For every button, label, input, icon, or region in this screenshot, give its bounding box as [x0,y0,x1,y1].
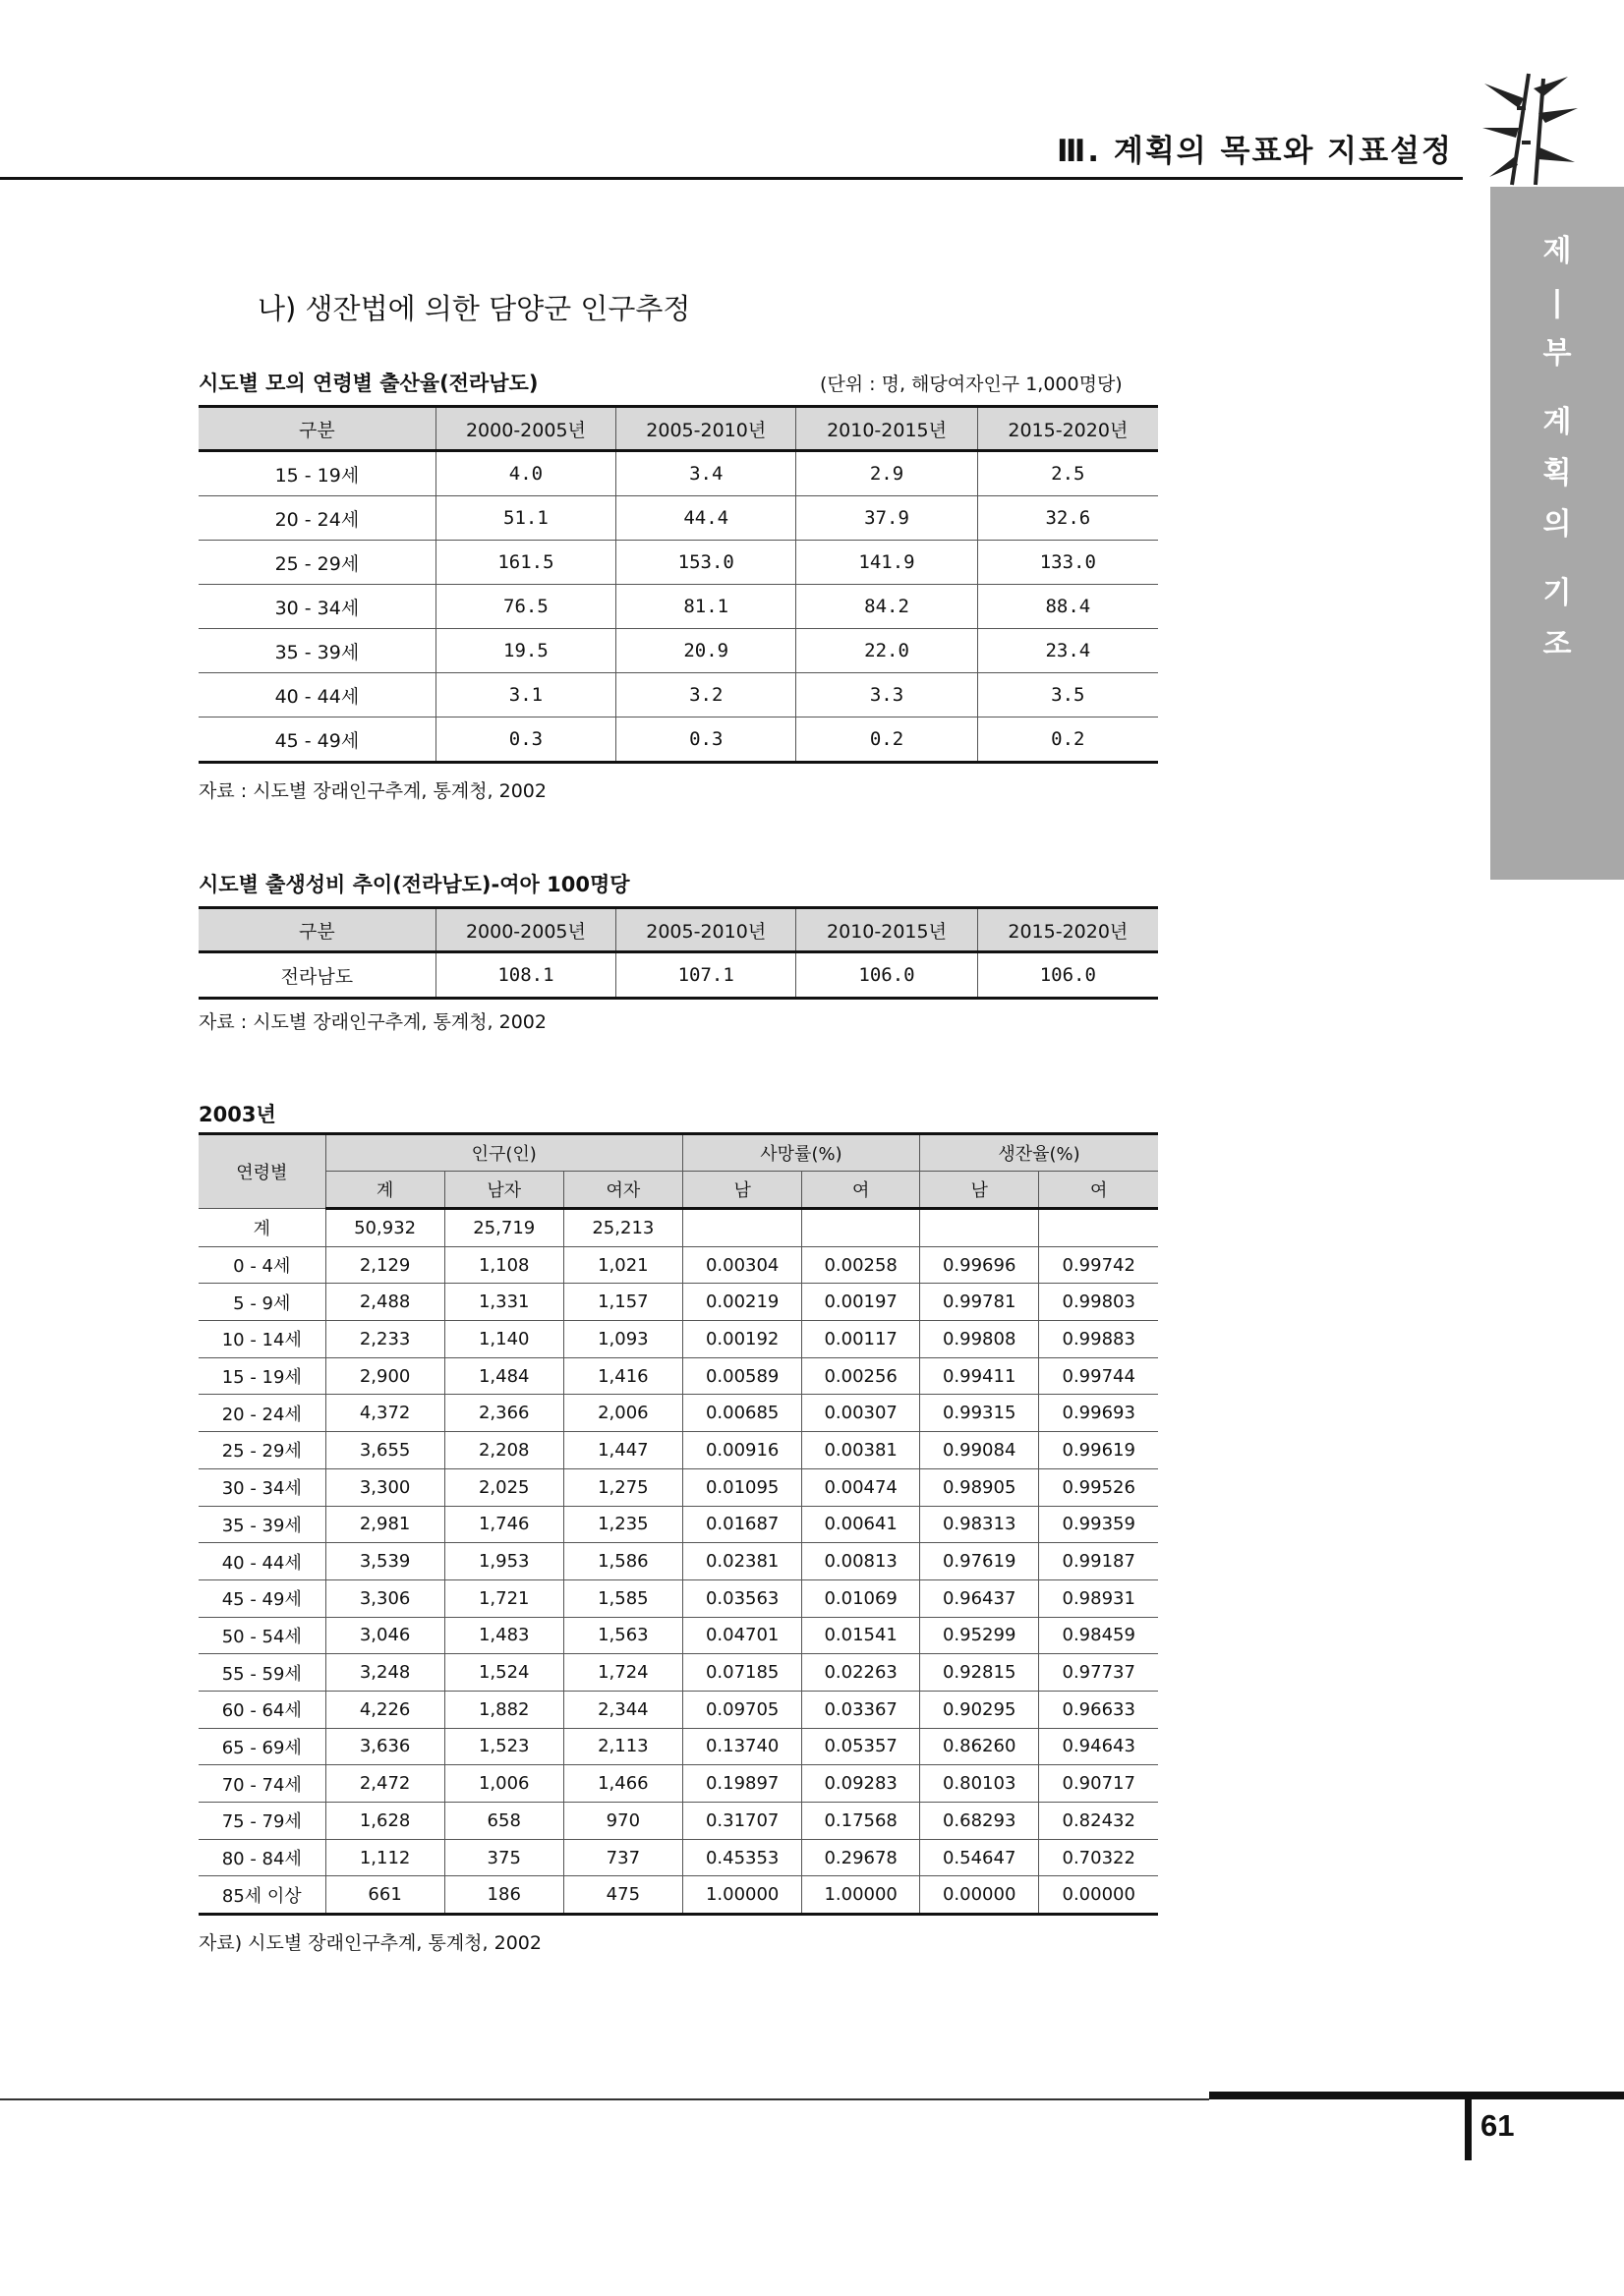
sub-header: 남 [682,1172,801,1209]
table-cell: 0.2 [977,718,1158,763]
table-cell: 2,025 [444,1468,563,1506]
header-survival-rate: 생잔율(%) [919,1134,1158,1172]
table-row [199,585,1158,629]
table-cell: 3.5 [977,673,1158,718]
footer-rule-thick [1209,2092,1624,2099]
side-tab-char: 획 [1542,456,1572,490]
table-cell: 2,129 [325,1246,444,1284]
table-cell: 0.54647 [919,1839,1038,1876]
table-cell: 1,466 [563,1765,682,1803]
table-cell: 0.00000 [919,1876,1038,1915]
table-cell: 32.6 [977,496,1158,541]
table-cell: 1,108 [444,1246,563,1284]
table-cell: 50,932 [325,1209,444,1247]
table-cell: 3,539 [325,1543,444,1580]
table-cell: 2,900 [325,1357,444,1395]
table-cell: 0.90717 [1039,1765,1158,1803]
table-cell: 0.99359 [1039,1506,1158,1543]
table-cell: 0.45353 [682,1839,801,1876]
table-cell: 1,235 [563,1506,682,1543]
table-row [199,1246,1158,1284]
column-header: 2005-2010년 [616,407,796,451]
table-cell [919,1209,1038,1247]
side-tab-char: 기 [1542,576,1572,610]
table-cell: 85세 이상 [199,1876,325,1915]
table-row [199,1654,1158,1692]
table-cell: 80 - 84세 [199,1839,325,1876]
table3-caption: 2003년 [199,1103,276,1126]
table-row [199,1728,1158,1765]
header-rule [0,177,1463,180]
table-cell: 0.19897 [682,1765,801,1803]
table-row [199,629,1158,673]
table-cell: 0.86260 [919,1728,1038,1765]
table-cell: 1,416 [563,1357,682,1395]
table-cell: 133.0 [977,541,1158,585]
table-cell: 0.31707 [682,1803,801,1840]
page-number: 61 [1480,2108,1515,2143]
table-cell: 37.9 [796,496,977,541]
table-cell: 0.00589 [682,1357,801,1395]
table-cell: 1,563 [563,1617,682,1654]
table-cell: 1,721 [444,1579,563,1617]
table-cell: 661 [325,1876,444,1915]
table-cell: 0.2 [796,718,977,763]
table-cell: 75 - 79세 [199,1803,325,1840]
table-cell: 2,208 [444,1432,563,1469]
table-cell: 0.99742 [1039,1246,1158,1284]
table-row [199,1209,1158,1247]
table1-unit-note: (단위 : 명, 해당여자인구 1,000명당) [820,373,1123,395]
bamboo-icon [1475,69,1583,187]
fertility-rate-table [199,405,1158,764]
table-cell: 0.97619 [919,1543,1038,1580]
table-cell: 35 - 39세 [199,629,435,673]
table-row [199,496,1158,541]
table-cell: 0.00117 [802,1321,920,1358]
table-row [199,1395,1158,1432]
table-row [199,952,1158,999]
table2-source: 자료 : 시도별 장래인구추계, 통계청, 2002 [199,1011,547,1033]
table-cell: 970 [563,1803,682,1840]
table-cell: 20 - 24세 [199,1395,325,1432]
table-cell: 81.1 [616,585,796,629]
table-cell: 106.0 [796,952,977,999]
table-row [199,673,1158,718]
table-cell: 475 [563,1876,682,1915]
table3-source: 자료) 시도별 장래인구추계, 통계청, 2002 [199,1932,542,1954]
table-cell: 1.00000 [682,1876,801,1915]
table-cell: 1.00000 [802,1876,920,1915]
table-row [199,1617,1158,1654]
table-cell: 0.09705 [682,1691,801,1728]
table-cell: 45 - 49세 [199,718,435,763]
table-cell: 0.99808 [919,1321,1038,1358]
table-cell: 1,447 [563,1432,682,1469]
table-cell: 0.17568 [802,1803,920,1840]
table-cell: 50 - 54세 [199,1617,325,1654]
section-heading: 나) 생잔법에 의한 담양군 인구추정 [258,292,691,325]
table-cell: 0.98459 [1039,1617,1158,1654]
table-cell: 1,586 [563,1543,682,1580]
table-cell: 30 - 34세 [199,1468,325,1506]
table-cell: 0.80103 [919,1765,1038,1803]
side-tab-char [1490,379,1624,397]
table-cell: 0.00192 [682,1321,801,1358]
table-cell: 0.99411 [919,1357,1038,1395]
table-cell: 0.68293 [919,1803,1038,1840]
table-cell: 35 - 39세 [199,1506,325,1543]
table-cell: 25,213 [563,1209,682,1247]
table-cell: 0.94643 [1039,1728,1158,1765]
table-cell: 70 - 74세 [199,1765,325,1803]
table-cell: 40 - 44세 [199,673,435,718]
table-cell: 60 - 64세 [199,1691,325,1728]
table-row [199,1321,1158,1358]
table-cell: 1,724 [563,1654,682,1692]
table-cell: 0.97737 [1039,1654,1158,1692]
table-cell: 2,344 [563,1691,682,1728]
side-tab-char: 조 [1542,627,1572,661]
table-row [199,1284,1158,1321]
sub-header: 남 [919,1172,1038,1209]
sub-header: 여 [802,1172,920,1209]
sex-ratio-table [199,906,1158,1000]
table-cell: 1,331 [444,1284,563,1321]
table-cell: 3,300 [325,1468,444,1506]
table-cell: 0.96633 [1039,1691,1158,1728]
table-cell: 0.99619 [1039,1432,1158,1469]
table-cell: 3,306 [325,1579,444,1617]
column-header: 2010-2015년 [796,908,977,952]
table-cell: 3.4 [616,451,796,496]
column-header: 구분 [199,908,435,952]
column-header: 2000-2005년 [435,908,615,952]
header-title: Ⅲ. 계획의 목표와 지표설정 [1057,134,1453,169]
sub-header: 남자 [444,1172,563,1209]
table-cell: 51.1 [435,496,615,541]
table-row [199,1357,1158,1395]
table-cell: 0.92815 [919,1654,1038,1692]
table-cell: 1,112 [325,1839,444,1876]
table-cell: 전라남도 [199,952,435,999]
side-tab-char: 의 [1542,507,1572,542]
table-cell: 0.03367 [802,1691,920,1728]
table-cell: 19.5 [435,629,615,673]
footer-rule [0,2098,1209,2100]
table-cell: 0.99803 [1039,1284,1158,1321]
table-cell: 0.03563 [682,1579,801,1617]
table-cell: 4,226 [325,1691,444,1728]
header-death-rate: 사망률(%) [682,1134,919,1172]
table-cell: 1,585 [563,1579,682,1617]
table-cell: 1,484 [444,1357,563,1395]
table-cell: 2,981 [325,1506,444,1543]
table-cell: 0.82432 [1039,1803,1158,1840]
table-cell: 1,140 [444,1321,563,1358]
table-cell: 3,248 [325,1654,444,1692]
table-cell: 1,746 [444,1506,563,1543]
table-cell: 0.95299 [919,1617,1038,1654]
table-cell: 0.00304 [682,1246,801,1284]
table-cell [1039,1209,1158,1247]
table-cell: 2,488 [325,1284,444,1321]
table-cell: 161.5 [435,541,615,585]
table-cell: 1,275 [563,1468,682,1506]
table-cell: 0.98931 [1039,1579,1158,1617]
side-tab-label [1490,226,1624,670]
table-cell: 153.0 [616,541,796,585]
table-cell: 0.70322 [1039,1839,1158,1876]
table-cell: 2.5 [977,451,1158,496]
table-row [199,1506,1158,1543]
table-cell: 658 [444,1803,563,1840]
table-cell: 76.5 [435,585,615,629]
table-cell: 23.4 [977,629,1158,673]
table-row [199,451,1158,496]
table-cell: 2,366 [444,1395,563,1432]
table-cell: 0.00381 [802,1432,920,1469]
table-cell: 0.00258 [802,1246,920,1284]
table2-caption: 시도별 출생성비 추이(전라남도)-여아 100명당 [199,873,630,896]
table-cell: 0.99315 [919,1395,1038,1432]
table-cell: 0.99781 [919,1284,1038,1321]
table-cell: 10 - 14세 [199,1321,325,1358]
table-cell: 0.96437 [919,1579,1038,1617]
table-cell: 0.90295 [919,1691,1038,1728]
table-cell: 108.1 [435,952,615,999]
table-cell: 0.01095 [682,1468,801,1506]
sub-header: 계 [325,1172,444,1209]
table-cell: 0.00256 [802,1357,920,1395]
table-cell: 0.00641 [802,1506,920,1543]
table-cell: 0 - 4세 [199,1246,325,1284]
table-cell: 0.00000 [1039,1876,1158,1915]
table-cell: 44.4 [616,496,796,541]
header-population: 인구(인) [325,1134,682,1172]
table-cell: 1,523 [444,1728,563,1765]
table-cell: 0.00813 [802,1543,920,1580]
table-cell: 1,006 [444,1765,563,1803]
table-cell: 3,046 [325,1617,444,1654]
table1-caption: 시도별 모의 연령별 출산율(전라남도) [199,372,539,395]
table-cell: 0.00197 [802,1284,920,1321]
table-cell: 0.99187 [1039,1543,1158,1580]
column-header: 2015-2020년 [977,407,1158,451]
table-cell: 20.9 [616,629,796,673]
table-cell: 15 - 19세 [199,451,435,496]
table-cell: 25 - 29세 [199,541,435,585]
table-row [199,718,1158,763]
table-cell: 0.99693 [1039,1395,1158,1432]
table-cell: 3.3 [796,673,977,718]
table-cell: 0.3 [616,718,796,763]
table-cell: 2,472 [325,1765,444,1803]
table-cell: 1,483 [444,1617,563,1654]
footer-page-bar [1465,2094,1472,2160]
table-cell: 0.02263 [802,1654,920,1692]
table-cell: 3.2 [616,673,796,718]
table-cell: 55 - 59세 [199,1654,325,1692]
table-cell: 1,093 [563,1321,682,1358]
sub-header: 여자 [563,1172,682,1209]
table-cell: 0.29678 [802,1839,920,1876]
table-cell [802,1209,920,1247]
column-header: 2015-2020년 [977,908,1158,952]
side-tab-char: 부 [1542,336,1572,371]
table-cell: 0.00474 [802,1468,920,1506]
sub-header: 여 [1039,1172,1158,1209]
table-cell: 0.13740 [682,1728,801,1765]
table-row [199,1839,1158,1876]
table-cell: 0.07185 [682,1654,801,1692]
table-cell: 375 [444,1839,563,1876]
table-row [199,1876,1158,1915]
side-tab-char [1490,550,1624,568]
table-cell: 22.0 [796,629,977,673]
table-cell: 2,113 [563,1728,682,1765]
table-cell: 0.01541 [802,1617,920,1654]
table-cell: 0.00916 [682,1432,801,1469]
column-header: 2005-2010년 [616,908,796,952]
table-cell: 84.2 [796,585,977,629]
table-cell: 65 - 69세 [199,1728,325,1765]
table-cell: 1,157 [563,1284,682,1321]
table-cell: 0.05357 [802,1728,920,1765]
table-cell: 88.4 [977,585,1158,629]
table-cell: 0.98313 [919,1506,1038,1543]
table-cell: 0.99696 [919,1246,1038,1284]
table1-source: 자료 : 시도별 장래인구추계, 통계청, 2002 [199,780,547,802]
table-cell: 45 - 49세 [199,1579,325,1617]
table-cell: 2,006 [563,1395,682,1432]
column-header: 구분 [199,407,435,451]
table-cell: 3.1 [435,673,615,718]
table-cell: 20 - 24세 [199,496,435,541]
table-row [199,1803,1158,1840]
table-cell: 5 - 9세 [199,1284,325,1321]
table-row [199,541,1158,585]
table-cell: 계 [199,1209,325,1247]
table-cell: 0.99883 [1039,1321,1158,1358]
table-cell: 186 [444,1876,563,1915]
table-cell: 1,882 [444,1691,563,1728]
table-cell: 25,719 [444,1209,563,1247]
table-cell: 2,233 [325,1321,444,1358]
table-cell: 0.02381 [682,1543,801,1580]
table-cell: 107.1 [616,952,796,999]
side-tab-char: 제 [1542,234,1572,268]
table-cell: 0.04701 [682,1617,801,1654]
column-header: 2000-2005년 [435,407,615,451]
table-cell: 0.99084 [919,1432,1038,1469]
table-row [199,1468,1158,1506]
table-row [199,1543,1158,1580]
table-row [199,1691,1158,1728]
table-cell: 0.3 [435,718,615,763]
table-row [199,1432,1158,1469]
table-cell: 2.9 [796,451,977,496]
table-cell: 0.99526 [1039,1468,1158,1506]
table-cell: 0.01069 [802,1579,920,1617]
table-cell: 1,524 [444,1654,563,1692]
table-cell: 0.98905 [919,1468,1038,1506]
column-header: 2010-2015년 [796,407,977,451]
table-row [199,1579,1158,1617]
side-chapter-tab [1490,187,1624,880]
table-cell: 737 [563,1839,682,1876]
table-cell: 4.0 [435,451,615,496]
table-cell: 106.0 [977,952,1158,999]
table-cell [682,1209,801,1247]
table-cell: 0.00219 [682,1284,801,1321]
table-row [199,1765,1158,1803]
table-cell: 1,021 [563,1246,682,1284]
table-cell: 4,372 [325,1395,444,1432]
table-cell: 0.09283 [802,1765,920,1803]
table-cell: 3,655 [325,1432,444,1469]
table-cell: 15 - 19세 [199,1357,325,1395]
table-cell: 40 - 44세 [199,1543,325,1580]
table-cell: 0.00685 [682,1395,801,1432]
table-cell: 1,628 [325,1803,444,1840]
table-cell: 25 - 29세 [199,1432,325,1469]
side-tab-char: 계 [1542,405,1572,439]
table-cell: 30 - 34세 [199,585,435,629]
population-2003-table [199,1132,1158,1916]
table-cell: 1,953 [444,1543,563,1580]
table-cell: 3,636 [325,1728,444,1765]
table-cell: 0.99744 [1039,1357,1158,1395]
header-age-group: 연령별 [199,1134,325,1209]
table-cell: 141.9 [796,541,977,585]
side-tab-char: | [1551,285,1563,319]
table-cell: 0.00307 [802,1395,920,1432]
table-cell: 0.01687 [682,1506,801,1543]
